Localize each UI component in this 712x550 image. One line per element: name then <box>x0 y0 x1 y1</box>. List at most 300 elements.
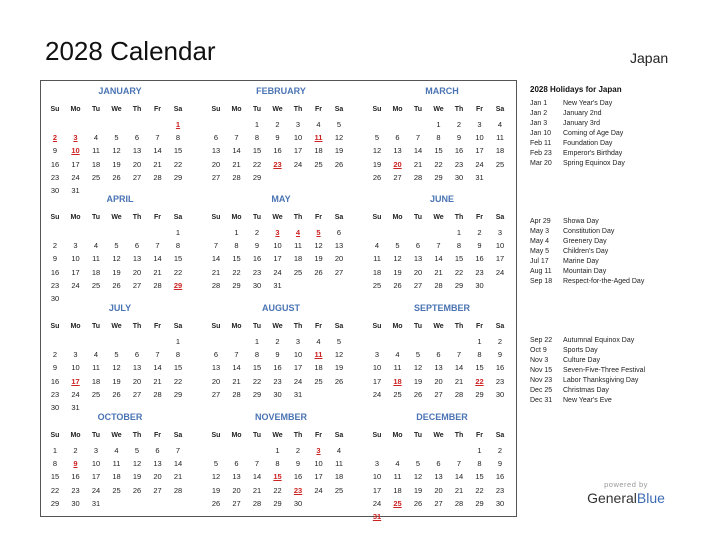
holiday-item <box>530 238 700 248</box>
day-cell: 18 <box>112 472 121 482</box>
day-cell: 20 <box>232 485 241 495</box>
day-cell: 20 <box>334 254 344 264</box>
day-cell: 10 <box>293 133 303 143</box>
holiday-day-cell: 3 <box>275 228 280 237</box>
day-cell: 12 <box>413 363 423 373</box>
day-cell: 25 <box>372 280 382 290</box>
holiday-date: Jan 2 <box>530 110 548 117</box>
weekday-header: We <box>433 432 444 439</box>
holiday-item <box>530 357 700 367</box>
day-cell: 5 <box>114 350 119 360</box>
day-cell: 29 <box>252 172 262 182</box>
day-cell: 11 <box>373 254 381 264</box>
weekday-header: Th <box>132 432 142 439</box>
day-cell: 17 <box>314 472 323 482</box>
day-cell: 6 <box>213 133 219 143</box>
holiday-name: Respect-for-the-Aged Day <box>563 278 645 285</box>
day-cell: 2 <box>52 350 58 360</box>
day-cell: 6 <box>134 350 140 360</box>
holiday-day-cell: 25 <box>393 498 402 508</box>
day-cell: 27 <box>434 389 443 399</box>
day-cell: 17 <box>293 363 303 373</box>
holiday-day-cell: 29 <box>173 280 183 290</box>
holiday-name: Mountain Day <box>563 268 607 275</box>
day-cell: 25 <box>393 389 402 399</box>
day-cell: 19 <box>211 485 221 495</box>
day-cell: 18 <box>495 146 505 156</box>
day-cell: 28 <box>454 498 464 508</box>
day-cell: 18 <box>334 472 344 482</box>
holiday-group <box>530 337 700 407</box>
day-cell: 16 <box>252 254 262 264</box>
weekday-header: We <box>111 323 122 330</box>
day-cell: 14 <box>454 363 464 373</box>
weekday-header: Su <box>211 106 221 113</box>
holiday-name: January 2nd <box>563 110 602 117</box>
day-cell: 10 <box>293 350 303 360</box>
day-cell: 15 <box>252 363 262 373</box>
day-cell: 23 <box>50 280 60 290</box>
day-cell: 10 <box>71 254 80 264</box>
day-cell: 18 <box>91 267 101 277</box>
day-cell: 13 <box>132 254 142 264</box>
day-cell: 24 <box>91 485 101 495</box>
weekday-header: Fr <box>476 106 483 113</box>
day-cell: 10 <box>475 133 484 143</box>
day-cell: 12 <box>112 363 121 373</box>
day-cell: 25 <box>314 159 323 169</box>
holiday-item <box>530 367 700 377</box>
day-cell: 14 <box>232 363 241 373</box>
day-cell: 4 <box>93 350 99 360</box>
weekday-header: Sa <box>334 214 344 221</box>
holiday-name: January 3rd <box>563 120 600 127</box>
holiday-date: Apr 29 <box>530 218 551 225</box>
day-cell: 16 <box>50 159 60 169</box>
weekday-header: We <box>272 106 283 113</box>
holiday-item <box>530 110 700 120</box>
day-cell: 5 <box>114 241 119 251</box>
day-cell: 5 <box>374 133 380 143</box>
day-cell: 21 <box>153 159 162 169</box>
day-cell: 17 <box>495 254 505 264</box>
month-name: MARCH <box>425 86 459 96</box>
day-cell: 22 <box>173 159 183 169</box>
day-cell: 23 <box>71 485 80 495</box>
holiday-date: May 4 <box>530 238 550 245</box>
weekday-header: Fr <box>154 106 161 113</box>
day-cell: 30 <box>475 280 484 290</box>
day-cell: 9 <box>275 350 280 360</box>
weekday-header: Fr <box>315 214 322 221</box>
weekday-header: Sa <box>173 432 183 439</box>
weekday-header: Tu <box>413 106 423 113</box>
brand-name-blue: Blue <box>636 490 665 506</box>
day-cell: 24 <box>71 172 80 182</box>
day-cell: 22 <box>434 159 443 169</box>
day-cell: 19 <box>393 267 402 277</box>
holiday-day-cell: 18 <box>393 376 402 386</box>
day-cell: 9 <box>52 254 58 264</box>
day-cell: 16 <box>495 472 505 482</box>
holiday-date: Jan 10 <box>530 130 552 137</box>
day-cell: 11 <box>393 363 402 373</box>
day-cell: 5 <box>336 120 342 129</box>
day-cell: 26 <box>132 485 142 495</box>
holiday-name: Children's Day <box>563 248 609 255</box>
day-cell: 7 <box>234 133 239 143</box>
day-cell: 22 <box>173 376 183 386</box>
holiday-date: Oct 9 <box>530 347 547 354</box>
day-cell: 20 <box>132 376 142 386</box>
weekday-header: Tu <box>413 432 423 439</box>
day-cell: 9 <box>497 350 503 360</box>
day-cell: 14 <box>211 254 221 264</box>
day-cell: 15 <box>475 472 484 482</box>
day-cell: 19 <box>132 472 142 482</box>
holiday-day-cell: 10 <box>71 146 80 156</box>
holiday-day-cell: 15 <box>273 472 282 482</box>
day-cell: 2 <box>456 120 462 129</box>
weekday-header: Su <box>50 323 60 330</box>
day-cell: 15 <box>50 472 60 482</box>
day-cell: 4 <box>374 241 380 251</box>
day-cell: 7 <box>436 241 441 251</box>
day-cell: 26 <box>112 280 121 290</box>
day-cell: 25 <box>112 485 121 495</box>
weekday-header: Tu <box>91 432 101 439</box>
day-cell: 20 <box>132 159 142 169</box>
holiday-name: Sports Day <box>563 347 598 354</box>
holiday-date: Sep 18 <box>530 278 553 285</box>
day-cell: 22 <box>232 267 241 277</box>
day-cell: 10 <box>314 459 323 469</box>
day-cell: 30 <box>71 498 80 508</box>
day-cell: 17 <box>372 485 382 495</box>
holiday-date: Nov 15 <box>530 367 553 374</box>
day-cell: 10 <box>273 241 282 251</box>
day-cell: 8 <box>436 133 441 143</box>
holiday-day-cell: 3 <box>73 133 78 143</box>
holiday-name: Autumnal Equinox Day <box>563 337 635 344</box>
day-cell: 28 <box>232 389 241 399</box>
holiday-item <box>530 278 700 288</box>
day-cell: 31 <box>293 389 303 399</box>
day-cell: 11 <box>112 459 121 469</box>
day-cell: 8 <box>234 241 239 251</box>
day-cell: 23 <box>454 159 464 169</box>
day-cell: 13 <box>132 146 142 156</box>
holiday-item <box>530 337 700 347</box>
day-cell: 21 <box>413 159 423 169</box>
day-cell: 4 <box>114 446 119 455</box>
day-cell: 28 <box>232 172 241 182</box>
day-cell: 9 <box>295 459 301 469</box>
month-name: JUNE <box>429 194 454 204</box>
day-cell: 5 <box>134 446 140 455</box>
month-name: DECEMBER <box>416 412 468 422</box>
holiday-name: Foundation Day <box>563 140 613 147</box>
day-cell: 3 <box>374 350 380 360</box>
day-cell: 15 <box>173 146 183 156</box>
day-cell: 2 <box>275 337 280 346</box>
weekday-header: Th <box>293 323 303 330</box>
holiday-item <box>530 248 700 258</box>
holiday-item <box>530 387 700 397</box>
weekday-header: Fr <box>476 432 483 439</box>
day-cell: 13 <box>232 472 241 482</box>
day-cell: 1 <box>477 337 482 346</box>
weekday-header: Su <box>372 106 382 113</box>
weekday-header: Sa <box>173 214 183 221</box>
day-cell: 3 <box>93 446 99 455</box>
day-cell: 26 <box>334 159 344 169</box>
holiday-item <box>530 130 700 140</box>
day-cell: 6 <box>213 350 219 360</box>
day-cell: 6 <box>415 241 421 251</box>
holiday-item <box>530 347 700 357</box>
day-cell: 20 <box>434 485 443 495</box>
weekday-header: Mo <box>231 323 242 330</box>
weekday-header: Su <box>372 432 382 439</box>
month-name: AUGUST <box>262 303 300 313</box>
country-label: Japan <box>630 50 669 66</box>
day-cell: 24 <box>314 485 323 495</box>
day-cell: 29 <box>232 280 241 290</box>
day-cell: 23 <box>50 172 60 182</box>
holiday-date: Mar 20 <box>530 160 552 167</box>
day-cell: 9 <box>52 146 58 156</box>
day-cell: 29 <box>434 172 443 182</box>
day-cell: 18 <box>372 267 382 277</box>
day-cell: 13 <box>413 254 423 264</box>
month-name: JULY <box>108 303 132 313</box>
day-cell: 1 <box>175 337 181 346</box>
weekday-header: We <box>111 432 122 439</box>
holiday-name: Greenery Day <box>563 238 607 245</box>
day-cell: 6 <box>134 133 140 143</box>
weekday-header: Sa <box>334 106 344 113</box>
day-cell: 27 <box>393 172 402 182</box>
day-cell: 1 <box>477 446 482 455</box>
weekday-header: Mo <box>70 323 81 330</box>
weekday-header: Fr <box>476 214 483 221</box>
weekday-header: We <box>433 106 444 113</box>
day-cell: 26 <box>393 280 402 290</box>
day-cell: 10 <box>372 472 382 482</box>
day-cell: 21 <box>153 376 162 386</box>
holiday-date: Sep 22 <box>530 337 553 344</box>
day-cell: 26 <box>112 389 121 399</box>
holiday-item <box>530 160 700 170</box>
day-cell: 9 <box>52 363 58 373</box>
weekday-header: Mo <box>70 432 81 439</box>
day-cell: 8 <box>456 241 462 251</box>
day-cell: 30 <box>495 498 505 508</box>
day-cell: 12 <box>132 459 142 469</box>
day-cell: 5 <box>415 350 421 360</box>
holiday-group <box>530 218 700 288</box>
day-cell: 27 <box>232 498 241 508</box>
day-cell: 17 <box>71 159 80 169</box>
day-cell: 6 <box>155 446 160 455</box>
holiday-day-cell: 22 <box>475 376 484 386</box>
holiday-date: Nov 23 <box>530 377 553 384</box>
day-cell: 17 <box>372 376 382 386</box>
day-cell: 27 <box>211 172 221 182</box>
day-cell: 12 <box>211 472 221 482</box>
day-cell: 29 <box>475 389 484 399</box>
day-cell: 4 <box>93 133 99 143</box>
holiday-item <box>530 100 700 110</box>
weekday-header: Fr <box>315 106 322 113</box>
weekday-header: Su <box>372 323 382 330</box>
day-cell: 2 <box>52 241 58 251</box>
day-cell: 13 <box>132 363 142 373</box>
holiday-day-cell: 1 <box>175 120 181 129</box>
brand-name <box>583 490 669 506</box>
day-cell: 19 <box>112 159 121 169</box>
day-cell: 3 <box>295 120 301 129</box>
day-cell: 12 <box>314 241 323 251</box>
day-cell: 14 <box>454 472 464 482</box>
day-cell: 19 <box>413 376 423 386</box>
weekday-header: Su <box>50 214 60 221</box>
day-cell: 29 <box>50 498 60 508</box>
day-cell: 3 <box>295 337 301 346</box>
day-cell: 24 <box>293 159 303 169</box>
day-cell: 12 <box>112 146 121 156</box>
day-cell: 28 <box>153 280 162 290</box>
weekday-header: Su <box>211 432 221 439</box>
day-cell: 2 <box>497 337 503 346</box>
day-cell: 4 <box>316 337 321 346</box>
day-cell: 17 <box>273 254 282 264</box>
day-cell: 4 <box>316 120 321 129</box>
day-cell: 30 <box>454 172 464 182</box>
day-cell: 29 <box>252 389 262 399</box>
day-cell: 12 <box>393 254 402 264</box>
holiday-name: Constitution Day <box>563 228 615 235</box>
weekday-header: Th <box>132 323 142 330</box>
day-cell: 3 <box>73 350 78 360</box>
holiday-name: New Year's Day <box>563 100 613 107</box>
day-cell: 2 <box>295 446 301 455</box>
day-cell: 22 <box>454 267 464 277</box>
day-cell: 9 <box>497 459 503 469</box>
day-cell: 24 <box>71 389 80 399</box>
day-cell: 10 <box>372 363 382 373</box>
day-cell: 8 <box>254 350 260 360</box>
day-cell: 8 <box>275 459 280 469</box>
day-cell: 20 <box>413 267 423 277</box>
holiday-date: May 3 <box>530 228 550 235</box>
day-cell: 3 <box>497 228 503 237</box>
day-cell: 27 <box>334 267 344 277</box>
weekday-header: We <box>272 323 283 330</box>
holiday-item <box>530 140 700 150</box>
weekday-header: Sa <box>334 323 344 330</box>
holiday-name: Labor Thanksgiving Day <box>563 377 639 384</box>
weekday-header: Tu <box>252 214 262 221</box>
day-cell: 16 <box>293 472 303 482</box>
weekday-header: Mo <box>392 323 403 330</box>
day-cell: 11 <box>92 146 100 156</box>
weekday-header: Fr <box>154 432 161 439</box>
day-cell: 13 <box>211 146 221 156</box>
weekday-header: Su <box>211 214 221 221</box>
day-cell: 30 <box>50 294 60 303</box>
day-cell: 30 <box>293 498 303 508</box>
holiday-day-cell: 5 <box>316 228 321 237</box>
day-cell: 3 <box>73 241 78 251</box>
day-cell: 7 <box>456 459 462 469</box>
day-cell: 10 <box>71 363 80 373</box>
day-cell: 6 <box>436 459 441 469</box>
day-cell: 12 <box>334 350 344 360</box>
day-cell: 20 <box>211 376 221 386</box>
day-cell: 29 <box>173 389 183 399</box>
day-cell: 28 <box>252 498 262 508</box>
day-cell: 16 <box>50 267 60 277</box>
day-cell: 18 <box>314 363 323 373</box>
day-cell: 12 <box>112 254 121 264</box>
weekday-header: Mo <box>70 214 81 221</box>
day-cell: 24 <box>495 267 505 277</box>
day-cell: 5 <box>395 241 400 251</box>
holiday-name: Emperor's Birthday <box>563 150 623 157</box>
weekday-header: Mo <box>231 432 242 439</box>
day-cell: 26 <box>334 376 344 386</box>
day-cell: 3 <box>477 120 482 129</box>
holiday-date: May 5 <box>530 248 550 255</box>
day-cell: 25 <box>91 280 101 290</box>
day-cell: 2 <box>73 446 78 455</box>
day-cell: 31 <box>475 172 484 182</box>
holiday-name: Showa Day <box>563 218 599 225</box>
day-cell: 14 <box>153 146 162 156</box>
day-cell: 13 <box>434 472 443 482</box>
day-cell: 8 <box>175 241 181 251</box>
weekday-header: Th <box>454 106 464 113</box>
day-cell: 23 <box>252 267 262 277</box>
day-cell: 23 <box>495 376 505 386</box>
day-cell: 24 <box>293 376 303 386</box>
day-cell: 1 <box>52 446 58 455</box>
day-cell: 27 <box>132 389 142 399</box>
day-cell: 12 <box>334 133 344 143</box>
day-cell: 27 <box>413 280 423 290</box>
holiday-day-cell: 17 <box>71 376 80 386</box>
day-cell: 20 <box>132 267 142 277</box>
day-cell: 28 <box>153 172 162 182</box>
holiday-name: Marine Day <box>563 258 599 265</box>
day-cell: 16 <box>495 363 505 373</box>
day-cell: 21 <box>173 472 183 482</box>
weekday-header: We <box>111 214 122 221</box>
weekday-header: Th <box>132 106 142 113</box>
month-name: NOVEMBER <box>254 412 307 422</box>
weekday-header: Sa <box>495 432 505 439</box>
day-cell: 7 <box>155 350 160 360</box>
holiday-item <box>530 150 700 160</box>
day-cell: 8 <box>477 459 482 469</box>
day-cell: 13 <box>393 146 402 156</box>
day-cell: 8 <box>477 350 482 360</box>
holiday-name: Coming of Age Day <box>563 130 624 137</box>
weekday-header: Sa <box>495 106 505 113</box>
day-cell: 17 <box>475 146 484 156</box>
